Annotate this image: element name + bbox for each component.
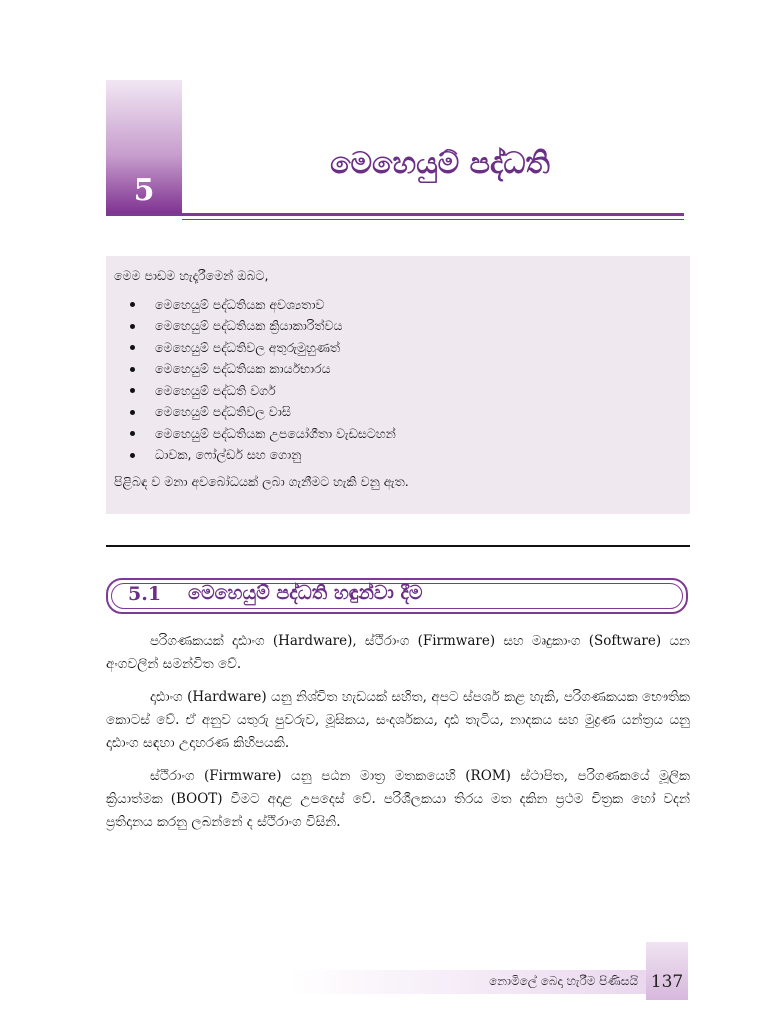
section-divider [106, 545, 690, 547]
bullet-icon [130, 453, 135, 458]
objectives-outro: පිළිබඳ ව මනා අවබෝධයක් ලබා ගැනීමට හැකි වනු ඇත. [114, 474, 409, 489]
bullet-icon [130, 345, 135, 350]
chapter-title: මෙහෙයුම් පද්ධති [330, 146, 550, 181]
objective-text: මෙහෙයුම් පද්ධතිවල අතුරුමුහුණත් [155, 339, 341, 355]
page-number-box [646, 942, 688, 1000]
section-heading [106, 578, 688, 614]
bullet-icon [130, 431, 135, 436]
title-rule-thin [182, 219, 684, 220]
body-text [106, 630, 690, 844]
objectives-intro: මෙම පාඩම හැදෑරීමෙන් ඔබට, [114, 268, 269, 283]
footer [290, 970, 646, 994]
list-item [130, 402, 676, 424]
list-item [130, 380, 676, 402]
bullet-icon [130, 410, 135, 415]
bullet-icon [130, 302, 135, 307]
page-number: 137 [650, 972, 684, 992]
objective-text: මෙහෙයුම් පද්ධතිවල වාසි [155, 404, 291, 420]
chapter-number: 5 [133, 173, 155, 208]
list-item [130, 294, 676, 316]
section-number: 5.1 [128, 583, 162, 605]
bullet-icon [130, 367, 135, 372]
list-item [130, 423, 676, 445]
footer-book-title: නොමිලේ බෙදා හැරීම පිණිසයි [489, 974, 638, 988]
bullet-icon [130, 324, 135, 329]
objective-text: මෙහෙයුම් පද්ධතියක අවශ්‍යතාව [155, 296, 325, 312]
objective-text: මෙහෙයුම් පද්ධතියක කාර්යභාරය [155, 361, 331, 377]
list-item [130, 445, 676, 467]
objective-text: ධාවක, ෆෝල්ඩර් සහ ගොනු [155, 447, 302, 463]
objective-text: මෙහෙයුම් පද්ධති වර්ග [155, 382, 276, 398]
list-item [130, 316, 676, 338]
list-item [130, 359, 676, 381]
paragraph: ස්ථිරාංග (Firmware) යනු පඨන මාත්‍ර මතකයෙහි (ROM) ස්ථාපිත, පරිගණකයේ මූලික ක්‍රියාත්මක (BOOT) වීමට අදාළ උපදෙස් වේ. පරිශීලකයා තිරය මත දකින ප්‍රථම චිත්‍රක හෝ වදන් ප්‍රතිදානය කරනු ලබන්නේ ද ස්ථිරාංග විසිනි. [106, 768, 690, 830]
chapter-tab [106, 80, 182, 216]
objective-text: මෙහෙයුම් පද්ධතියක උපයෝගීතා වැඩසටහන් [155, 425, 396, 441]
objectives-panel [106, 256, 690, 514]
list-item [130, 337, 676, 359]
bullet-icon [130, 388, 135, 393]
paragraph: දෘඪාංග (Hardware) යනු නිශ්චිත හැඩයක් සහිත, අපට ස්පර්ශ කළ හැකි, පරිගණකයක භෞතික කොටස් වේ. ඒ අනුව යතුරු පුවරුව, මූසිකය, සංදර්ශකය, දෘඪ තැටිය, නාදකය සහ මුද්‍රණ යන්ත්‍රය යනු දෘඪාංග සඳහා උදාහරණ කිහිපයකි. [106, 689, 690, 751]
title-rule [106, 213, 684, 216]
section-title: මෙහෙයුම් පද්ධති හඳුන්වා දීම [188, 582, 423, 604]
paragraph: පරිගණකයක් දෘඪාංග (Hardware), ස්ථිරාංග (Firmware) සහ මෘදුකාංග (Software) යන අංගවලින් සමන්විත වේ. [106, 633, 690, 672]
objective-text: මෙහෙයුම් පද්ධතියක ක්‍රියාකාරිත්වය [155, 318, 343, 334]
objectives-list [114, 294, 676, 466]
